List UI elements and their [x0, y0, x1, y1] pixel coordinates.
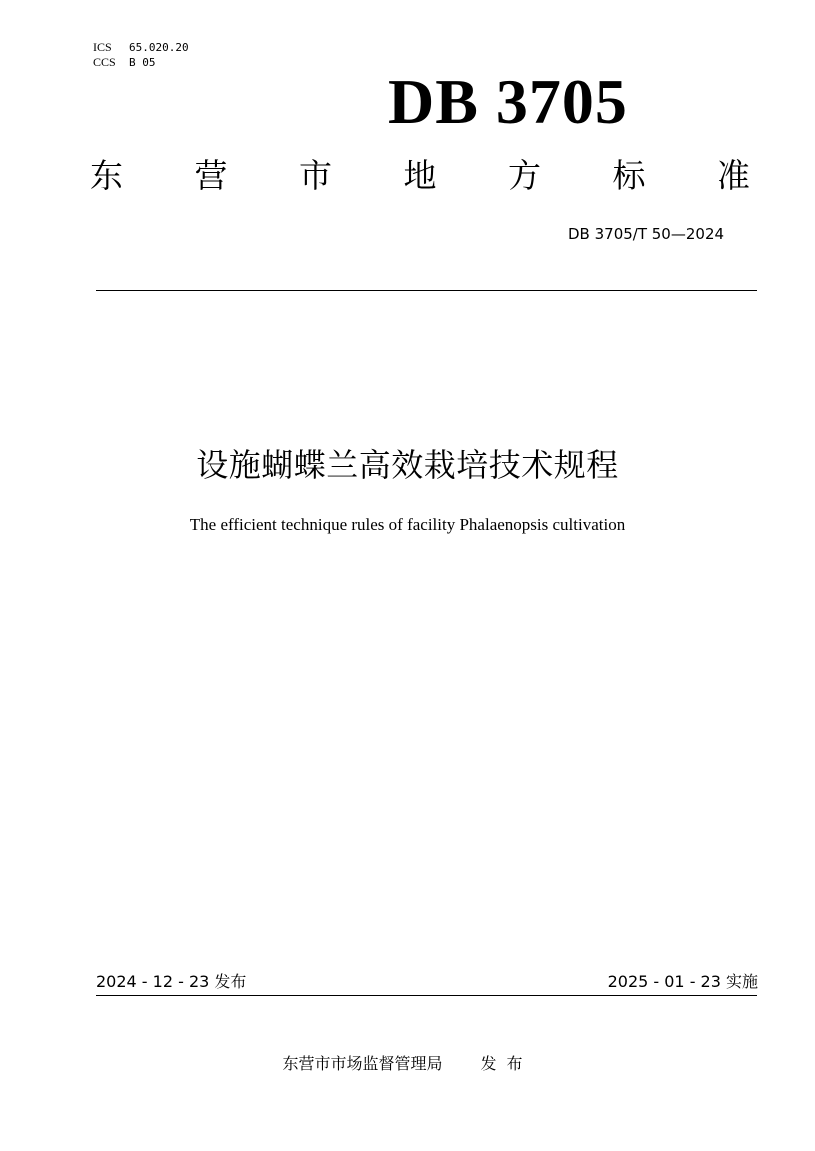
publisher-name: 东营市市场监督管理局 [282, 1054, 443, 1073]
standard-number: DB 3705/T 50—2024 [568, 225, 725, 243]
standard-type [90, 156, 750, 196]
standard-type-char: 东 [90, 156, 123, 195]
issue-date: 2024 - 12 - 23 发布 [96, 972, 247, 991]
standard-type-char: 地 [403, 156, 437, 195]
publisher-line [0, 1054, 815, 1074]
publisher-action: 发布 [480, 1054, 533, 1073]
ccs-line [93, 55, 189, 70]
footer-divider [96, 995, 757, 996]
implement-date: 2025 - 01 - 23 实施 [607, 972, 758, 991]
ics-value: 65.020.20 [129, 41, 189, 54]
standard-type-char: 标 [612, 156, 646, 195]
ics-line [93, 40, 189, 55]
standard-type-char: 营 [194, 156, 228, 195]
standard-type-char: 准 [717, 156, 750, 195]
classification-block [93, 40, 189, 70]
ccs-value: B 05 [129, 56, 156, 69]
standard-code: DB 3705 [388, 66, 628, 137]
document-title-chinese: 设施蝴蝶兰高效栽培技术规程 [196, 446, 619, 484]
ccs-label: CCS [93, 55, 116, 69]
standard-type-char: 方 [508, 156, 541, 195]
document-title-english: The efficient technique rules of facility Phalaenopsis cultivation [189, 515, 626, 534]
standard-type-char: 市 [299, 156, 332, 195]
header-divider [96, 290, 757, 291]
ics-label: ICS [93, 40, 112, 54]
